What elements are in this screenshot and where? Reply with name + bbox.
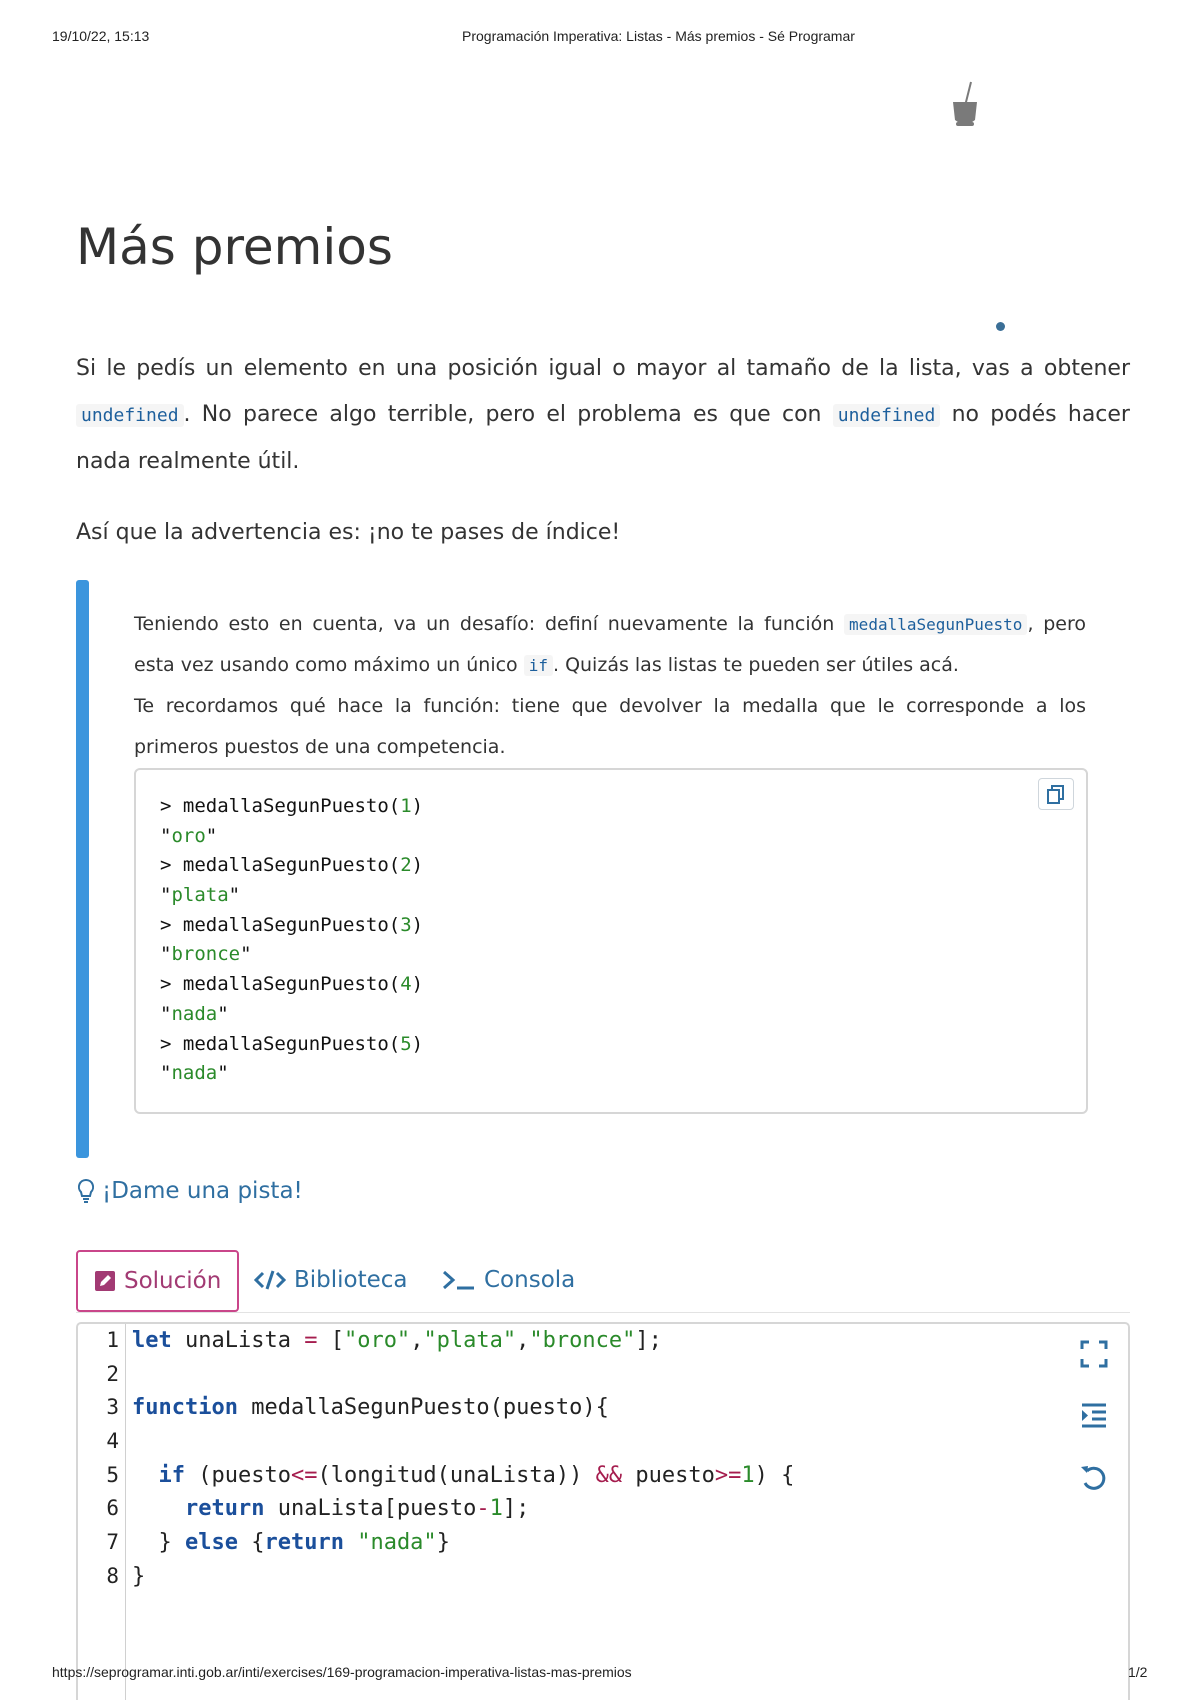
- tab-consola-label: Consola: [484, 1267, 576, 1293]
- intro-paragraph: [76, 346, 1130, 485]
- tab-biblioteca[interactable]: [254, 1250, 408, 1310]
- page-title: Más premios: [76, 218, 393, 276]
- code-line[interactable]: if (puesto<=(longitud(unaLista)) && puesto>=1) {: [158, 1462, 795, 1488]
- lightbulb-icon: [76, 1178, 96, 1204]
- challenge-text: [134, 604, 1086, 768]
- code-icon: [254, 1269, 286, 1291]
- code-line[interactable]: let unaLista = ["oro","plata","bronce"];: [132, 1328, 662, 1353]
- warning-paragraph: Así que la advertencia es: ¡no te pases de índice!: [76, 520, 621, 545]
- code-lines[interactable]: [132, 1324, 794, 1594]
- inline-code-function-name: medallaSegunPuesto: [844, 614, 1027, 635]
- intro-text-1: Si le pedís un elemento en una posición igual o mayor al tamaño de la lista, vas a obtener: [76, 356, 1130, 381]
- code-line[interactable]: [132, 1358, 794, 1392]
- reset-icon[interactable]: [1078, 1462, 1110, 1494]
- example-call: > medallaSegunPuesto(4): [160, 973, 424, 996]
- code-line[interactable]: }: [132, 1563, 146, 1589]
- print-page-title: Programación Imperativa: Listas - Más premios - Sé Programar: [462, 28, 855, 44]
- line-number: 8: [106, 1563, 119, 1588]
- line-number: 2: [106, 1361, 119, 1386]
- callout-accent-bar: [76, 580, 89, 1158]
- code-line[interactable]: } else {return "nada"}: [132, 1530, 450, 1556]
- example-result: "oro": [160, 824, 218, 847]
- line-number: 1: [106, 1328, 119, 1352]
- copy-button[interactable]: [1038, 778, 1074, 810]
- code-line[interactable]: [132, 1425, 794, 1459]
- editor-toolbar: [1078, 1338, 1114, 1524]
- tab-solucion[interactable]: [76, 1250, 239, 1312]
- copy-icon: [1039, 779, 1073, 809]
- print-url: https://seprogramar.inti.gob.ar/inti/exercises/169-programacion-imperativa-listas-mas-premios: [52, 1664, 632, 1680]
- line-number: 4: [106, 1429, 119, 1454]
- example-call: > medallaSegunPuesto(1): [160, 795, 424, 817]
- terminal-icon: [442, 1269, 476, 1291]
- line-number: 5: [106, 1462, 119, 1487]
- inline-code-undefined-2: undefined: [833, 404, 941, 427]
- code-line[interactable]: function medallaSegunPuesto(puesto){: [132, 1395, 609, 1421]
- mate-logo-icon[interactable]: [945, 80, 985, 130]
- challenge-text-2: , pero esta vez usando como máximo un único: [134, 613, 1086, 676]
- example-result: "nada": [160, 1002, 229, 1025]
- line-number: 6: [106, 1496, 119, 1521]
- example-result: "bronce": [160, 943, 252, 966]
- inline-code-undefined: undefined: [76, 404, 184, 427]
- hint-label: ¡Dame una pista!: [102, 1178, 303, 1204]
- examples-list: [160, 792, 423, 1089]
- example-call: > medallaSegunPuesto(2): [160, 854, 424, 877]
- inline-code-if: if: [524, 655, 553, 676]
- intro-text-2: . No parece algo terrible, pero el problema es que con: [183, 402, 822, 427]
- edit-icon: [94, 1270, 116, 1292]
- line-number-gutter: [78, 1324, 126, 1700]
- indent-icon[interactable]: [1078, 1400, 1110, 1432]
- decorative-dot: [996, 322, 1005, 331]
- editor-tabs: [76, 1250, 1130, 1313]
- example-call: > medallaSegunPuesto(5): [160, 1032, 424, 1055]
- example-call: > medallaSegunPuesto(3): [160, 913, 424, 936]
- intro-text-3: no podés hacer nada realmente útil.: [76, 402, 1130, 474]
- hint-link[interactable]: [76, 1178, 303, 1204]
- tab-solucion-label: Solución: [124, 1268, 222, 1294]
- challenge-text-4: Te recordamos qué hace la función: tiene que devolver la medalla que le corresponde a los primeros puestos de una competencia.: [134, 695, 1086, 758]
- example-result: "nada": [160, 1062, 229, 1085]
- tab-biblioteca-label: Biblioteca: [294, 1267, 408, 1293]
- line-number: 7: [106, 1530, 119, 1555]
- example-result: "plata": [160, 884, 241, 907]
- code-line[interactable]: return unaLista[puesto-1];: [184, 1496, 530, 1522]
- fullscreen-icon[interactable]: [1078, 1338, 1110, 1370]
- print-datetime: 19/10/22, 15:13: [52, 28, 150, 44]
- code-editor[interactable]: [76, 1322, 1130, 1700]
- tab-consola[interactable]: [442, 1250, 575, 1310]
- challenge-text-3: . Quizás las listas te pueden ser útiles acá.: [552, 654, 959, 676]
- print-page-number: 1/2: [1128, 1664, 1148, 1680]
- examples-code-block: [134, 768, 1088, 1114]
- challenge-text-1: Teniendo esto en cuenta, va un desafío: definí nuevamente la función: [134, 613, 835, 635]
- line-number: 3: [106, 1395, 119, 1420]
